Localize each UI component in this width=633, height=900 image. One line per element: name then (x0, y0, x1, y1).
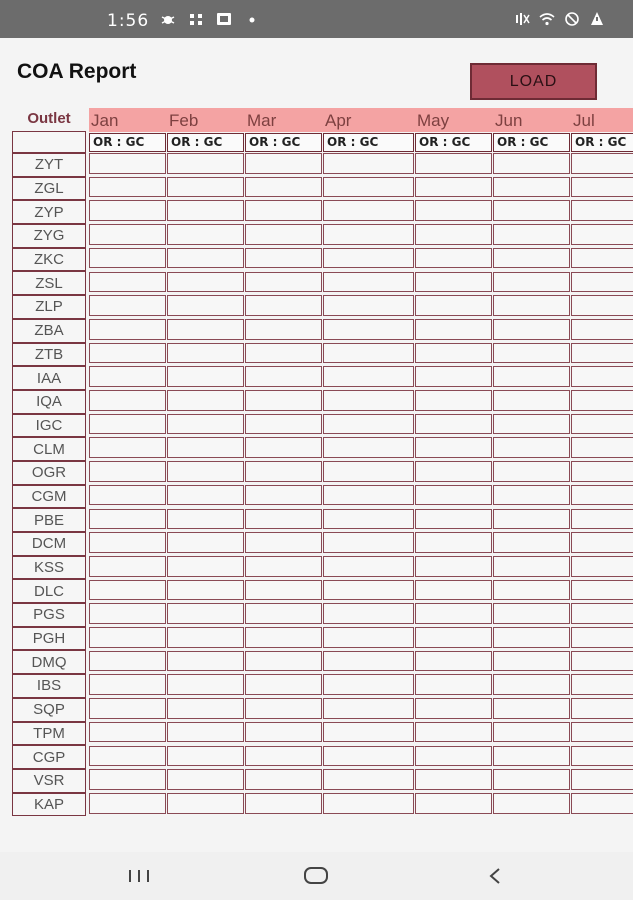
value-cell-pbe-may[interactable] (415, 509, 492, 530)
month-header-mar: Mar (247, 111, 277, 130)
outlet-cell-kss: KSS (12, 556, 86, 580)
month-header-apr: Apr (325, 111, 352, 130)
value-cell-clm-may[interactable] (415, 437, 492, 458)
value-cell-kap-feb[interactable] (167, 793, 244, 814)
value-cell-iqa-jan[interactable] (89, 390, 166, 411)
outlet-cell-zgl: ZGL (12, 177, 86, 201)
value-cell-ibs-jul[interactable] (571, 674, 633, 695)
value-cell-dcm-may[interactable] (415, 532, 492, 553)
value-cell-pbe-jan[interactable] (89, 509, 166, 530)
value-cell-tpm-apr[interactable] (323, 722, 414, 743)
value-cell-cgm-feb[interactable] (167, 485, 244, 506)
value-cell-clm-jul[interactable] (571, 437, 633, 458)
value-cell-zba-apr[interactable] (323, 319, 414, 340)
outlet-cell-ztb: ZTB (12, 343, 86, 367)
value-cell-kss-jan[interactable] (89, 556, 166, 577)
value-cell-igc-jul[interactable] (571, 414, 633, 435)
value-cell-zyt-mar[interactable] (245, 153, 322, 174)
value-cell-zsl-mar[interactable] (245, 272, 322, 293)
value-cell-zba-jul[interactable] (571, 319, 633, 340)
value-cell-zyt-jun[interactable] (493, 153, 570, 174)
value-cell-dlc-may[interactable] (415, 580, 492, 601)
value-cell-cgm-apr[interactable] (323, 485, 414, 506)
value-cell-pgs-jul[interactable] (571, 603, 633, 624)
value-cell-zgl-may[interactable] (415, 177, 492, 198)
month-header-jan: Jan (91, 111, 119, 130)
value-cell-tpm-jan[interactable] (89, 722, 166, 743)
value-cell-iqa-feb[interactable] (167, 390, 244, 411)
value-cell-zgl-apr[interactable] (323, 177, 414, 198)
value-cell-iaa-jul[interactable] (571, 366, 633, 387)
value-cell-zlp-apr[interactable] (323, 295, 414, 316)
value-cell-igc-jun[interactable] (493, 414, 570, 435)
value-cell-iqa-may[interactable] (415, 390, 492, 411)
value-cell-clm-apr[interactable] (323, 437, 414, 458)
value-cell-iqa-mar[interactable] (245, 390, 322, 411)
value-cell-clm-jan[interactable] (89, 437, 166, 458)
value-cell-clm-mar[interactable] (245, 437, 322, 458)
value-cell-zgl-jun[interactable] (493, 177, 570, 198)
value-cell-zyp-apr[interactable] (323, 200, 414, 221)
value-cell-zsl-jan[interactable] (89, 272, 166, 293)
value-cell-ogr-jul[interactable] (571, 461, 633, 482)
value-cell-ogr-jun[interactable] (493, 461, 570, 482)
outlet-cell-zyp: ZYP (12, 200, 86, 224)
value-cell-iaa-may[interactable] (415, 366, 492, 387)
value-cell-zlp-jan[interactable] (89, 295, 166, 316)
value-cell-zlp-jun[interactable] (493, 295, 570, 316)
outlet-header-blank-cell (12, 131, 86, 153)
ratio-subheader-mar: OR : GC (245, 133, 322, 152)
ratio-subheader-jul: OR : GC (571, 133, 633, 152)
outlet-column-header: Outlet (27, 110, 71, 127)
month-header-jun: Jun (495, 111, 523, 130)
value-cell-tpm-mar[interactable] (245, 722, 322, 743)
value-cell-pgh-jan[interactable] (89, 627, 166, 648)
value-cell-pgh-jul[interactable] (571, 627, 633, 648)
value-cell-kap-jun[interactable] (493, 793, 570, 814)
value-cell-dlc-apr[interactable] (323, 580, 414, 601)
outlet-cell-kap: KAP (12, 793, 86, 817)
value-cell-zsl-feb[interactable] (167, 272, 244, 293)
value-cell-zlp-may[interactable] (415, 295, 492, 316)
bug-icon (160, 11, 176, 27)
recents-icon (126, 867, 152, 885)
value-cell-zsl-may[interactable] (415, 272, 492, 293)
value-cell-ibs-mar[interactable] (245, 674, 322, 695)
outlet-cell-zkc: ZKC (12, 248, 86, 272)
value-cell-zlp-mar[interactable] (245, 295, 322, 316)
value-cell-zsl-jun[interactable] (493, 272, 570, 293)
load-button[interactable]: LOAD (470, 63, 597, 100)
value-cell-sqp-jan[interactable] (89, 698, 166, 719)
outlet-cell-zyg: ZYG (12, 224, 86, 248)
value-cell-zyt-apr[interactable] (323, 153, 414, 174)
month-header-row (89, 108, 633, 132)
value-cell-cgp-mar[interactable] (245, 746, 322, 767)
value-cell-iaa-jan[interactable] (89, 366, 166, 387)
value-cell-zkc-feb[interactable] (167, 248, 244, 269)
wifi-icon (539, 11, 555, 27)
value-cell-ztb-jun[interactable] (493, 343, 570, 364)
value-cell-zkc-jul[interactable] (571, 248, 633, 269)
status-bar (0, 0, 633, 38)
value-cell-pgs-jan[interactable] (89, 603, 166, 624)
outlet-cell-pgs: PGS (12, 603, 86, 627)
value-cell-zyp-jul[interactable] (571, 200, 633, 221)
value-cell-cgp-feb[interactable] (167, 746, 244, 767)
value-cell-pgh-may[interactable] (415, 627, 492, 648)
value-cell-zgl-mar[interactable] (245, 177, 322, 198)
value-cell-zkc-jan[interactable] (89, 248, 166, 269)
value-cell-pgh-jun[interactable] (493, 627, 570, 648)
value-cell-zba-jun[interactable] (493, 319, 570, 340)
value-cell-zyt-feb[interactable] (167, 153, 244, 174)
ratio-subheader-may: OR : GC (415, 133, 492, 152)
value-cell-kap-may[interactable] (415, 793, 492, 814)
value-cell-zba-feb[interactable] (167, 319, 244, 340)
value-cell-dmq-apr[interactable] (323, 651, 414, 672)
value-cell-sqp-mar[interactable] (245, 698, 322, 719)
value-cell-zyp-mar[interactable] (245, 200, 322, 221)
value-cell-kss-mar[interactable] (245, 556, 322, 577)
value-cell-pgs-apr[interactable] (323, 603, 414, 624)
value-cell-zyp-jan[interactable] (89, 200, 166, 221)
value-cell-ibs-jan[interactable] (89, 674, 166, 695)
value-cell-cgm-may[interactable] (415, 485, 492, 506)
value-cell-sqp-jun[interactable] (493, 698, 570, 719)
ratio-subheader-jan: OR : GC (89, 133, 166, 152)
battery-icon (589, 11, 605, 27)
status-time: 1:56 (107, 11, 150, 31)
value-cell-cgm-jan[interactable] (89, 485, 166, 506)
value-cell-vsr-mar[interactable] (245, 769, 322, 790)
outlet-cell-dlc: DLC (12, 579, 86, 603)
value-cell-cgm-jul[interactable] (571, 485, 633, 506)
value-cell-cgp-jun[interactable] (493, 746, 570, 767)
value-cell-ztb-jul[interactable] (571, 343, 633, 364)
value-cell-dcm-mar[interactable] (245, 532, 322, 553)
value-cell-ibs-feb[interactable] (167, 674, 244, 695)
value-cell-zyp-may[interactable] (415, 200, 492, 221)
value-cell-dcm-jul[interactable] (571, 532, 633, 553)
value-cell-igc-may[interactable] (415, 414, 492, 435)
value-cell-pgs-jun[interactable] (493, 603, 570, 624)
outlet-cell-tpm: TPM (12, 722, 86, 746)
outlet-cell-zlp: ZLP (12, 295, 86, 319)
value-cell-pgh-feb[interactable] (167, 627, 244, 648)
value-cell-sqp-apr[interactable] (323, 698, 414, 719)
value-cell-cgm-jun[interactable] (493, 485, 570, 506)
value-cell-zyg-apr[interactable] (323, 224, 414, 245)
value-cell-dcm-jan[interactable] (89, 532, 166, 553)
value-cell-cgp-jan[interactable] (89, 746, 166, 767)
value-cell-kss-may[interactable] (415, 556, 492, 577)
home-button[interactable] (301, 864, 331, 888)
value-cell-ztb-jan[interactable] (89, 343, 166, 364)
value-cell-kap-mar[interactable] (245, 793, 322, 814)
value-cell-pbe-feb[interactable] (167, 509, 244, 530)
value-cell-ztb-mar[interactable] (245, 343, 322, 364)
value-cell-zyt-may[interactable] (415, 153, 492, 174)
value-cell-pbe-mar[interactable] (245, 509, 322, 530)
value-cell-dlc-feb[interactable] (167, 580, 244, 601)
value-cell-tpm-jul[interactable] (571, 722, 633, 743)
do-not-disturb-icon (564, 11, 580, 27)
value-cell-cgp-jul[interactable] (571, 746, 633, 767)
value-cell-kap-jan[interactable] (89, 793, 166, 814)
value-cell-vsr-jul[interactable] (571, 769, 633, 790)
outlet-column (12, 131, 86, 816)
value-cell-zyg-jun[interactable] (493, 224, 570, 245)
ratio-subheader-feb: OR : GC (167, 133, 244, 152)
value-cell-zsl-apr[interactable] (323, 272, 414, 293)
value-cell-vsr-jan[interactable] (89, 769, 166, 790)
mute-icon (514, 11, 530, 27)
value-cell-zgl-jul[interactable] (571, 177, 633, 198)
value-cell-kap-jul[interactable] (571, 793, 633, 814)
back-icon (485, 866, 505, 886)
outlet-cell-vsr: VSR (12, 769, 86, 793)
screen-record-icon (216, 11, 232, 27)
value-cell-zyg-may[interactable] (415, 224, 492, 245)
value-cell-zyt-jan[interactable] (89, 153, 166, 174)
value-cell-zba-mar[interactable] (245, 319, 322, 340)
outlet-cell-dcm: DCM (12, 532, 86, 556)
value-cell-zgl-feb[interactable] (167, 177, 244, 198)
value-cell-clm-feb[interactable] (167, 437, 244, 458)
month-header-jul: Jul (573, 111, 595, 130)
value-cell-vsr-apr[interactable] (323, 769, 414, 790)
value-cell-igc-feb[interactable] (167, 414, 244, 435)
dot-icon (244, 11, 260, 27)
value-cell-pbe-apr[interactable] (323, 509, 414, 530)
value-cell-kss-feb[interactable] (167, 556, 244, 577)
value-cell-iaa-mar[interactable] (245, 366, 322, 387)
value-cell-dmq-jan[interactable] (89, 651, 166, 672)
value-cell-cgp-may[interactable] (415, 746, 492, 767)
grid-dots-icon (188, 11, 204, 27)
value-cell-ibs-may[interactable] (415, 674, 492, 695)
value-cell-ogr-feb[interactable] (167, 461, 244, 482)
value-cell-ogr-may[interactable] (415, 461, 492, 482)
value-cell-kap-apr[interactable] (323, 793, 414, 814)
value-cell-ogr-jan[interactable] (89, 461, 166, 482)
outlet-cell-clm: CLM (12, 437, 86, 461)
outlet-cell-iqa: IQA (12, 390, 86, 414)
value-cell-zyt-jul[interactable] (571, 153, 633, 174)
value-cell-tpm-may[interactable] (415, 722, 492, 743)
value-cell-iqa-jun[interactable] (493, 390, 570, 411)
value-cell-sqp-feb[interactable] (167, 698, 244, 719)
outlet-cell-cgp: CGP (12, 745, 86, 769)
value-cell-zba-may[interactable] (415, 319, 492, 340)
month-header-may: May (417, 111, 450, 130)
outlet-cell-dmq: DMQ (12, 650, 86, 674)
value-cell-zkc-mar[interactable] (245, 248, 322, 269)
value-cell-ztb-apr[interactable] (323, 343, 414, 364)
value-cell-zyg-jul[interactable] (571, 224, 633, 245)
value-cell-zyg-mar[interactable] (245, 224, 322, 245)
value-cell-kss-jul[interactable] (571, 556, 633, 577)
outlet-cell-pbe: PBE (12, 508, 86, 532)
value-cell-vsr-feb[interactable] (167, 769, 244, 790)
value-cell-dmq-may[interactable] (415, 651, 492, 672)
value-cell-dmq-jul[interactable] (571, 651, 633, 672)
value-cell-zkc-apr[interactable] (323, 248, 414, 269)
value-cell-pgh-mar[interactable] (245, 627, 322, 648)
outlet-cell-pgh: PGH (12, 627, 86, 651)
value-cell-zgl-jan[interactable] (89, 177, 166, 198)
value-cell-dlc-jul[interactable] (571, 580, 633, 601)
value-cell-zkc-jun[interactable] (493, 248, 570, 269)
value-cell-zlp-feb[interactable] (167, 295, 244, 316)
value-cell-dcm-apr[interactable] (323, 532, 414, 553)
outlet-cell-igc: IGC (12, 414, 86, 438)
value-cell-igc-jan[interactable] (89, 414, 166, 435)
value-cell-vsr-jun[interactable] (493, 769, 570, 790)
ratio-subheader-apr: OR : GC (323, 133, 414, 152)
value-cell-clm-jun[interactable] (493, 437, 570, 458)
value-cell-tpm-feb[interactable] (167, 722, 244, 743)
navigation-bar (0, 852, 633, 900)
value-cell-ibs-apr[interactable] (323, 674, 414, 695)
back-button[interactable] (480, 864, 510, 888)
outlet-cell-zsl: ZSL (12, 271, 86, 295)
value-cell-ztb-may[interactable] (415, 343, 492, 364)
value-cell-pbe-jun[interactable] (493, 509, 570, 530)
ratio-subheader-jun: OR : GC (493, 133, 570, 152)
outlet-cell-zyt: ZYT (12, 153, 86, 177)
value-cell-sqp-may[interactable] (415, 698, 492, 719)
value-cell-dlc-jun[interactable] (493, 580, 570, 601)
value-cell-pgh-apr[interactable] (323, 627, 414, 648)
value-cell-pbe-jul[interactable] (571, 509, 633, 530)
recents-button[interactable] (124, 864, 154, 888)
value-cell-igc-mar[interactable] (245, 414, 322, 435)
month-header-feb: Feb (169, 111, 199, 130)
value-cell-zba-jan[interactable] (89, 319, 166, 340)
value-cell-zyg-jan[interactable] (89, 224, 166, 245)
value-cell-sqp-jul[interactable] (571, 698, 633, 719)
value-cell-pgs-feb[interactable] (167, 603, 244, 624)
value-cell-igc-apr[interactable] (323, 414, 414, 435)
value-cell-pgs-may[interactable] (415, 603, 492, 624)
outlet-cell-iaa: IAA (12, 366, 86, 390)
value-cell-zkc-may[interactable] (415, 248, 492, 269)
value-cell-iaa-apr[interactable] (323, 366, 414, 387)
value-cell-cgm-mar[interactable] (245, 485, 322, 506)
value-cell-dlc-mar[interactable] (245, 580, 322, 601)
value-cell-tpm-jun[interactable] (493, 722, 570, 743)
value-cell-zyp-jun[interactable] (493, 200, 570, 221)
value-cell-iqa-jul[interactable] (571, 390, 633, 411)
value-cell-kss-apr[interactable] (323, 556, 414, 577)
value-cell-iqa-apr[interactable] (323, 390, 414, 411)
value-cell-pgs-mar[interactable] (245, 603, 322, 624)
value-cell-ogr-mar[interactable] (245, 461, 322, 482)
value-cell-zyg-feb[interactable] (167, 224, 244, 245)
value-cell-zyp-feb[interactable] (167, 200, 244, 221)
value-cell-ztb-feb[interactable] (167, 343, 244, 364)
value-cell-cgp-apr[interactable] (323, 746, 414, 767)
outlet-cell-ogr: OGR (12, 461, 86, 485)
value-cell-zsl-jul[interactable] (571, 272, 633, 293)
home-icon (302, 866, 330, 886)
value-cell-ibs-jun[interactable] (493, 674, 570, 695)
value-cell-iaa-feb[interactable] (167, 366, 244, 387)
value-cell-dlc-jan[interactable] (89, 580, 166, 601)
value-cell-ogr-apr[interactable] (323, 461, 414, 482)
value-cell-dmq-jun[interactable] (493, 651, 570, 672)
value-cell-vsr-may[interactable] (415, 769, 492, 790)
page-title: COA Report (17, 60, 137, 83)
value-cell-dmq-mar[interactable] (245, 651, 322, 672)
outlet-cell-zba: ZBA (12, 319, 86, 343)
value-cell-zlp-jul[interactable] (571, 295, 633, 316)
value-cell-dmq-feb[interactable] (167, 651, 244, 672)
coa-grid[interactable] (89, 108, 633, 828)
value-cell-kss-jun[interactable] (493, 556, 570, 577)
outlet-cell-ibs: IBS (12, 674, 86, 698)
outlet-cell-sqp: SQP (12, 698, 86, 722)
value-cell-dcm-jun[interactable] (493, 532, 570, 553)
value-cell-dcm-feb[interactable] (167, 532, 244, 553)
outlet-cell-cgm: CGM (12, 485, 86, 509)
value-cell-iaa-jun[interactable] (493, 366, 570, 387)
